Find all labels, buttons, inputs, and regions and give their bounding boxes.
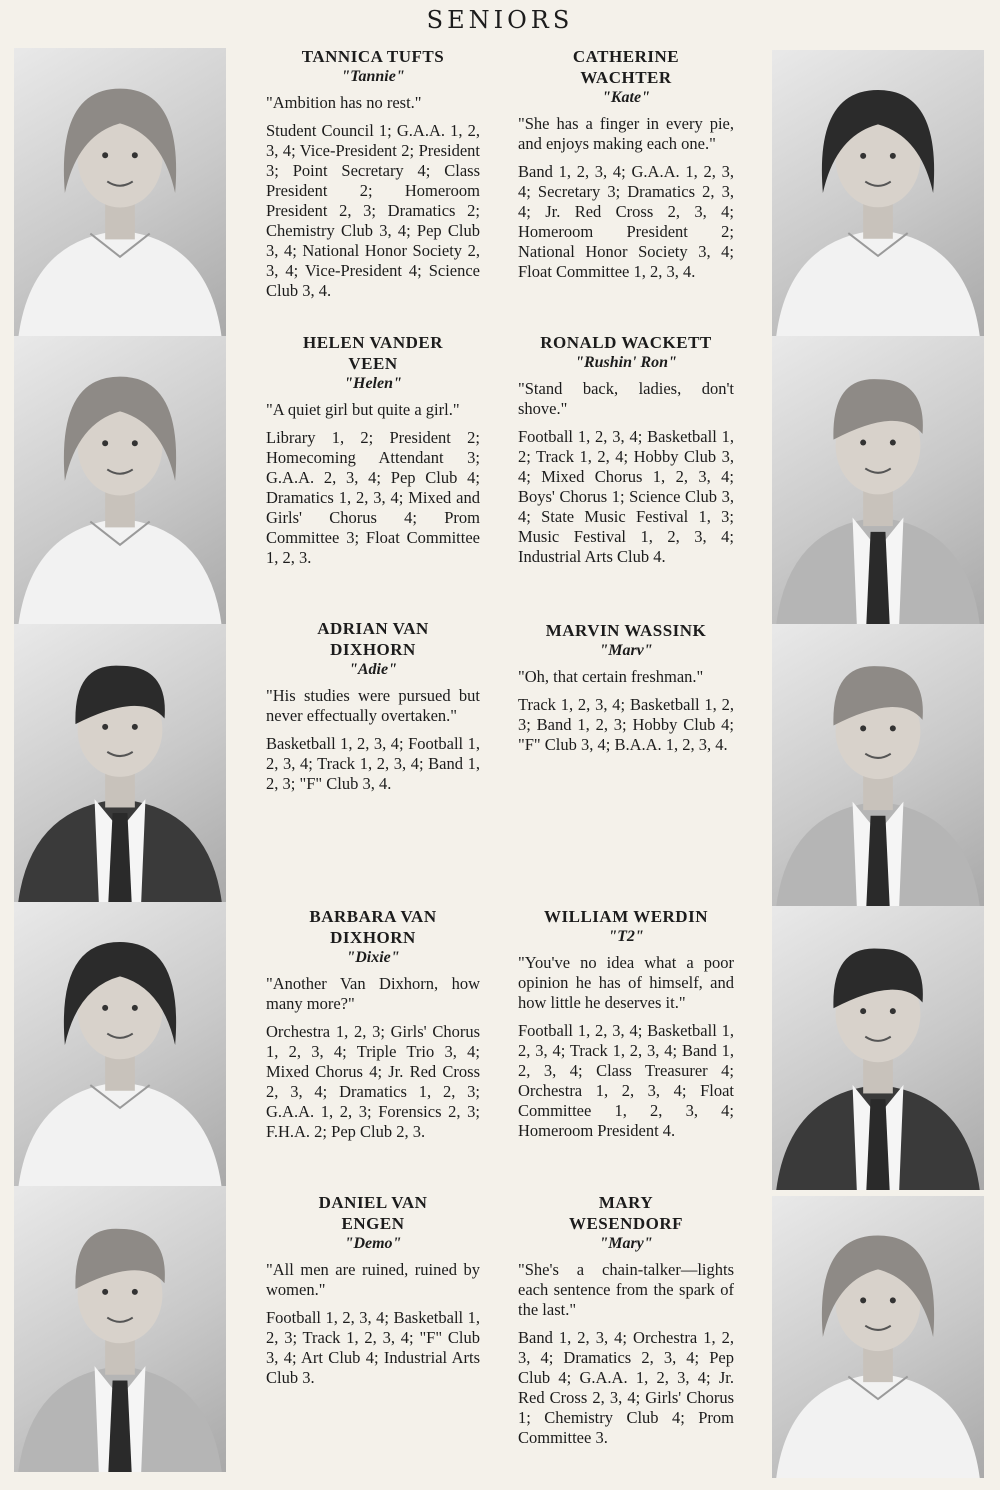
portrait-figure: [14, 902, 226, 1188]
portrait-eye-right: [132, 1005, 138, 1011]
page-title: SENIORS: [426, 6, 574, 34]
portrait-eye-right: [890, 153, 896, 159]
portrait-eye-right: [890, 1297, 896, 1303]
senior-name: BARBARA VAN DIXHORN: [309, 907, 437, 947]
senior-activities: Basketball 1, 2, 3, 4; Football 1, 2, 3, 4; Track 1, 2, 3, 4; Band 1, 2, 3; "F" Club 3, 4.: [266, 734, 480, 793]
portrait-photo-barbara-van-dixhorn: [14, 902, 226, 1188]
portrait-figure: [772, 50, 984, 336]
senior-nickname: "Dixie": [346, 949, 400, 966]
portrait-figure: [772, 336, 984, 624]
portrait-photo-helen-vander-veen: [14, 336, 226, 626]
senior-nickname: "T2": [608, 928, 644, 945]
portrait-photo-mary-wesendorf: [772, 1196, 984, 1478]
portrait-figure: [14, 1186, 226, 1472]
portrait-figure: [772, 906, 984, 1190]
portrait-eye-right: [132, 152, 138, 158]
senior-quote: "Oh, that certain freshman.": [518, 667, 704, 686]
senior-entry-tannica-tufts: [266, 46, 480, 301]
senior-quote: "A quiet girl but quite a girl.": [266, 400, 460, 419]
portrait-eye-left: [860, 1297, 866, 1303]
portrait-eye-right: [890, 1008, 896, 1014]
senior-activities: Student Council 1; G.A.A. 1, 2, 3, 4; Vice-President 2; President 3; Point Secretary 4; Class President 2; Homeroom President 2, 3; Dramatics 2; Chemistry Club 3, 4; Pep Club 3, 4; National Honor Society 2, 3, 4; Vice-President 4; Science Club 3, 4.: [266, 121, 480, 300]
portrait-figure: [14, 624, 226, 902]
portrait-eye-left: [860, 1008, 866, 1014]
portrait-eye-right: [132, 1289, 138, 1295]
portrait-photo-william-werdin: [772, 906, 984, 1190]
senior-nickname: "Rushin' Ron": [575, 354, 677, 371]
portrait-eye-left: [102, 1005, 108, 1011]
portrait-figure: [772, 624, 984, 906]
senior-entry-ronald-wackett: [518, 332, 734, 567]
senior-name: CATHERINE WACHTER: [572, 47, 680, 87]
senior-activities: Band 1, 2, 3, 4; G.A.A. 1, 2, 3, 4; Secretary 3; Dramatics 2, 3, 4; Jr. Red Cross 2, 3, 4; Homeroom President 2; National Honor Society 3, 4; Float Committee 1, 2, 3, 4.: [518, 162, 734, 281]
senior-nickname: "Adie": [349, 661, 397, 678]
senior-quote: "Ambition has no rest.": [266, 93, 422, 112]
portrait-photo-tannica-tufts: [14, 48, 226, 338]
portrait-eye-right: [132, 724, 138, 730]
portrait-photo-marvin-wassink: [772, 624, 984, 906]
portrait-photo-adrian-van-dixhorn: [14, 624, 226, 902]
senior-name: DANIEL VAN ENGEN: [318, 1193, 428, 1233]
senior-entry-marvin-wassink: [518, 620, 734, 755]
senior-quote: "She's a chain-talker—lights each sentence from the spark of the last.": [518, 1260, 734, 1319]
senior-activities: Library 1, 2; President 2; Homecoming Attendant 3; G.A.A. 2, 3, 4; Pep Club 4; Dramatics 1, 2, 3, 4; Mixed and Girls' Chorus 4; Prom Committee 3; Float Committee 1, 2, 3.: [266, 428, 480, 567]
senior-quote: "You've no idea what a poor opinion he has of himself, and how little he deserves it.": [518, 953, 734, 1012]
portrait-shoulders: [18, 1082, 222, 1188]
senior-nickname: "Mary": [599, 1235, 653, 1252]
portrait-eye-right: [890, 440, 896, 446]
senior-nickname: "Demo": [344, 1235, 402, 1252]
senior-activities: Football 1, 2, 3, 4; Basketball 1, 2, 3, 4; Track 1, 2, 3, 4; Band 1, 2, 3, 4; Class Treasurer 4; Orchestra 1, 2, 3, 4; Float Committee 1, 2, 3, 4; Homeroom President 4.: [518, 1021, 734, 1140]
senior-name: WILLIAM WERDIN: [544, 907, 708, 926]
portrait-figure: [14, 48, 226, 338]
senior-quote: "Another Van Dixhorn, how many more?": [266, 974, 480, 1013]
senior-activities: Orchestra 1, 2, 3; Girls' Chorus 1, 2, 3, 4; Triple Trio 3, 4; Mixed Chorus 4; Jr. Red Cross 2, 3, 4; Dramatics 1, 2, 3; G.A.A. 1, 2, 3; Forensics 2, 3; F.H.A. 2; Pep Club 2, 3.: [266, 1022, 480, 1141]
senior-entry-adrian-van-dixhorn: [266, 618, 480, 794]
senior-nickname: "Helen": [344, 375, 402, 392]
senior-quote: "All men are ruined, ruined by women.": [266, 1260, 480, 1299]
senior-entry-helen-vander-veen: [266, 332, 480, 568]
senior-activities: Football 1, 2, 3, 4; Basketball 1, 2; Track 1, 2, 4; Hobby Club 3, 4; Mixed Chorus 1, 2, 3, 4; Boys' Chorus 1; Science Club 3, 4; State Music Festival 1, 3; Music Festival 1, 2, 3, 4; Industrial Arts Club 4.: [518, 427, 734, 566]
portrait-photo-daniel-van-engen: [14, 1186, 226, 1472]
portrait-eye-left: [102, 152, 108, 158]
portrait-photo-ronald-wackett: [772, 336, 984, 624]
senior-activities: Football 1, 2, 3, 4; Basketball 1, 2, 3; Track 1, 2, 3, 4; "F" Club 3, 4; Art Club 4; Industrial Arts Club 3.: [266, 1308, 480, 1387]
portrait-eye-left: [860, 153, 866, 159]
senior-name: MARVIN WASSINK: [545, 621, 707, 640]
senior-nickname: "Kate": [602, 89, 650, 106]
portrait-shoulders: [18, 519, 222, 626]
portrait-eye-left: [860, 725, 866, 731]
senior-name: RONALD WACKETT: [540, 333, 712, 352]
senior-entry-daniel-van-engen: [266, 1192, 480, 1388]
senior-quote: "She has a finger in every pie, and enjoys making each one.": [518, 114, 734, 153]
portrait-eye-left: [102, 1289, 108, 1295]
senior-activities: Band 1, 2, 3, 4; Orchestra 1, 2, 3, 4; Dramatics 2, 3, 4; Pep Club 4; G.A.A. 1, 2, 3, 4; Jr. Red Cross 2, 3, 4; Girls' Chorus 1; Chemistry Club 4; Prom Committee 3.: [518, 1328, 734, 1447]
portrait-eye-right: [132, 440, 138, 446]
portrait-eye-left: [860, 440, 866, 446]
portrait-figure: [772, 1196, 984, 1478]
senior-quote: "His studies were pursued but never effectually overtaken.": [266, 686, 480, 725]
senior-activities: Track 1, 2, 3, 4; Basketball 1, 2, 3; Band 1, 2, 3; Hobby Club 4; "F" Club 3, 4; B.A.A. 1, 2, 3, 4.: [518, 695, 734, 754]
portrait-eye-right: [890, 725, 896, 731]
senior-entry-barbara-van-dixhorn: [266, 906, 480, 1142]
portrait-shoulders: [776, 1374, 980, 1478]
senior-quote: "Stand back, ladies, don't shove.": [518, 379, 734, 418]
senior-name: ADRIAN VAN DIXHORN: [317, 619, 429, 659]
portrait-eye-left: [102, 440, 108, 446]
portrait-eye-left: [102, 724, 108, 730]
senior-name: TANNICA TUFTS: [301, 47, 445, 66]
senior-entry-william-werdin: [518, 906, 734, 1141]
portrait-shoulders: [18, 231, 222, 338]
portrait-figure: [14, 336, 226, 626]
senior-entry-catherine-wachter: [518, 46, 734, 282]
portrait-photo-catherine-wachter: [772, 50, 984, 336]
senior-name: HELEN VANDER VEEN: [303, 333, 443, 373]
senior-entry-mary-wesendorf: [518, 1192, 734, 1448]
senior-name: MARY WESENDORF: [568, 1193, 684, 1233]
senior-nickname: "Tannie": [341, 68, 405, 85]
senior-nickname: "Marv": [599, 642, 653, 659]
portrait-shoulders: [776, 230, 980, 336]
